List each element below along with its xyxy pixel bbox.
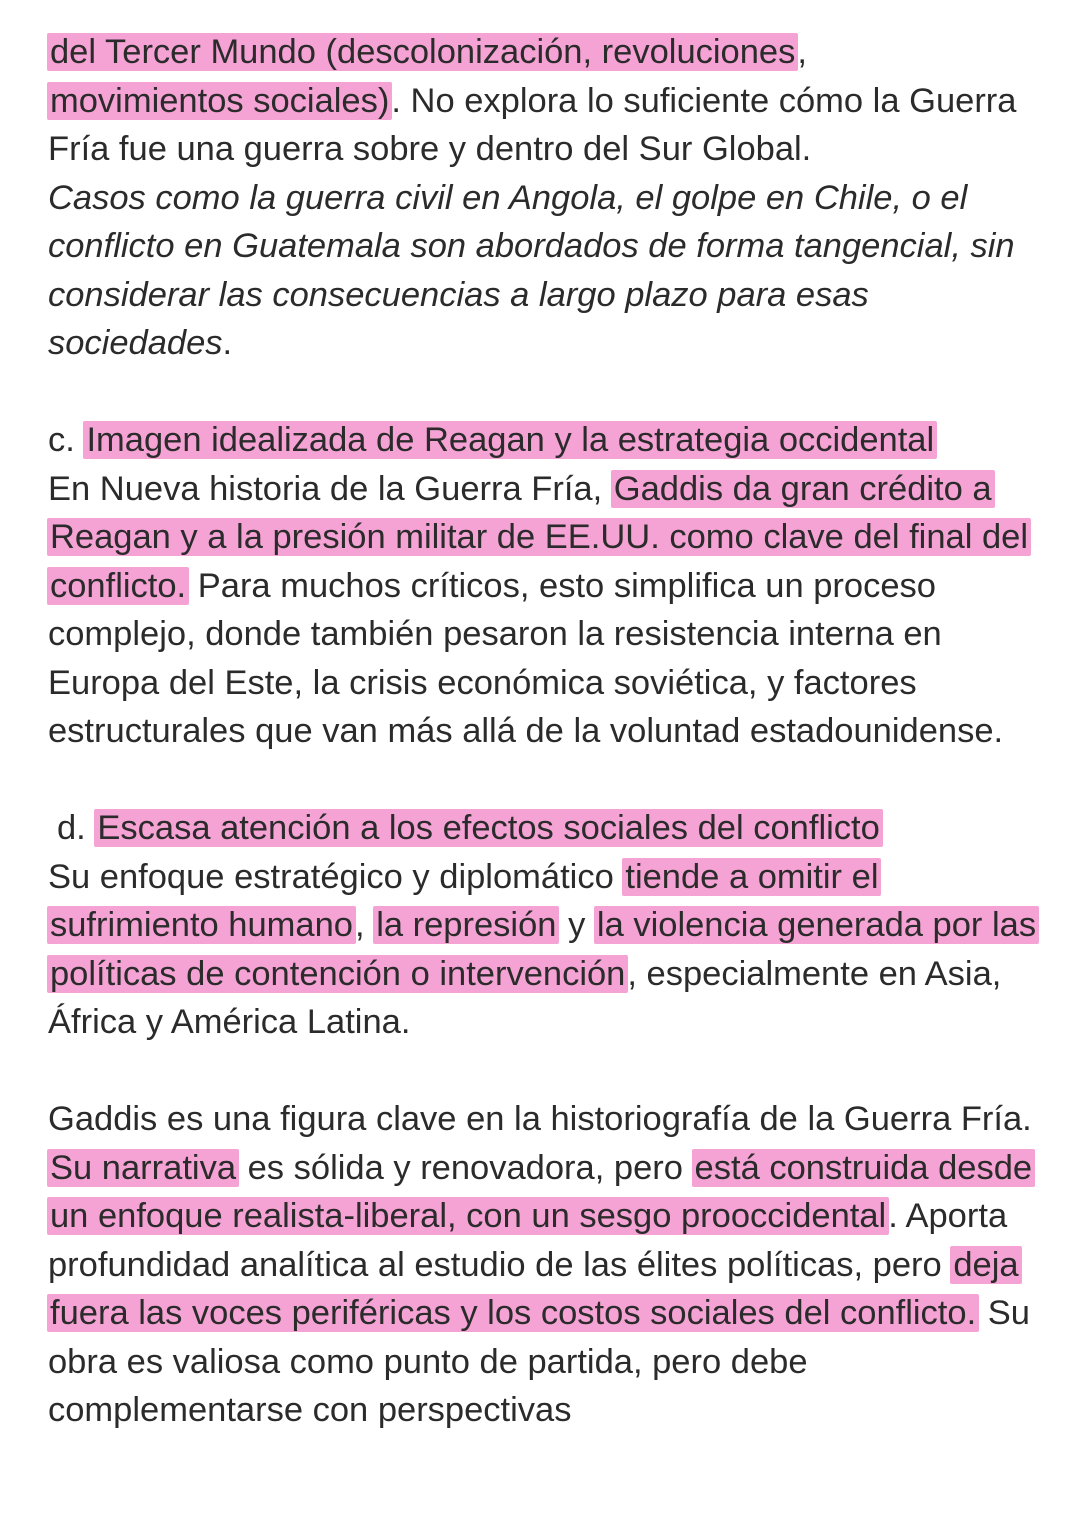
highlight-human-suffering: tiende a omitir el sufrimiento humano — [47, 858, 881, 945]
highlight-violence-policies: la violencia generada por las políticas de contención o intervención — [47, 906, 1039, 993]
text-comma: , — [355, 906, 365, 944]
section-c-heading: Imagen idealizada de Reagan y la estrategia occidental — [83, 421, 937, 459]
highlight-social-movements: movimientos sociales) — [47, 82, 392, 120]
highlight-reagan-credit: Gaddis da gran crédito a Reagan y a la presión militar de EE.UU. como clave del final del conflicto. — [47, 470, 1031, 605]
highlight-narrative: Su narrativa — [47, 1149, 239, 1187]
section-c-text-critics: Para muchos críticos, esto simplifica un proceso complejo, donde también pesaron la resistencia interna en Europa del Este, la crisis económica soviética, y factores estructurales que van más allá de la voluntad estadounidense. — [48, 566, 1004, 750]
highlight-repression: la represión — [373, 906, 559, 944]
section-d-marker: d. — [57, 809, 86, 847]
section-d-heading: Escasa atención a los efectos sociales del conflicto — [94, 809, 882, 847]
section-c-text-intro: En Nueva historia de la Guerra Fría, — [48, 469, 603, 508]
conclusion-text-solid: es sólida y renovadora, pero — [247, 1148, 683, 1187]
section-d-text-intro: Su enfoque estratégico y diplomático — [48, 857, 614, 896]
document-page — [48, 28, 1038, 1435]
conclusion-text-intro: Gaddis es una figura clave en la historiografía de la Guerra Fría. — [48, 1100, 1032, 1138]
paragraph-gap — [48, 756, 1038, 805]
paragraph-gap — [48, 368, 1038, 417]
conclusion-text-elites: . Aporta profundidad analítica al estudio de las élites políticas, pero — [48, 1197, 1008, 1284]
section-c-paragraph — [48, 416, 1038, 756]
highlight-peripheral-voices: deja fuera las voces periféricas y los costos sociales del conflicto. — [47, 1246, 1022, 1333]
paragraph-gap — [48, 1047, 1038, 1096]
section-d-text-regions: , especialmente en Asia, África y América Latina. — [48, 954, 1002, 1041]
section-c-marker: c. — [48, 421, 75, 459]
conclusion-paragraph — [48, 1095, 1038, 1435]
text-global-south: . No explora lo suficiente cómo la Guerra Fría fue una guerra sobre y dentro del Sur Global. — [48, 81, 1017, 168]
highlight-realist-liberal: está construida desde un enfoque realista-liberal, con un sesgo prooccidental — [47, 1149, 1035, 1236]
highlight-third-world: del Tercer Mundo (descolonización, revoluciones — [47, 33, 798, 71]
text-and: y — [568, 906, 586, 944]
conclusion-text-starting-point: Su obra es valiosa como punto de partida, pero debe complementarse con perspectivas — [48, 1294, 1030, 1429]
italic-cases-text: Casos como la guerra civil en Angola, el golpe en Chile, o el conflicto en Guatemala son abordados de forma tangencial, sin considerar las consecuencias a largo plazo para esas sociedades — [48, 178, 1015, 362]
text-period: . — [222, 324, 233, 362]
intro-paragraph — [48, 28, 1038, 368]
section-d-paragraph — [48, 804, 1038, 1047]
text-comma: , — [797, 33, 807, 71]
